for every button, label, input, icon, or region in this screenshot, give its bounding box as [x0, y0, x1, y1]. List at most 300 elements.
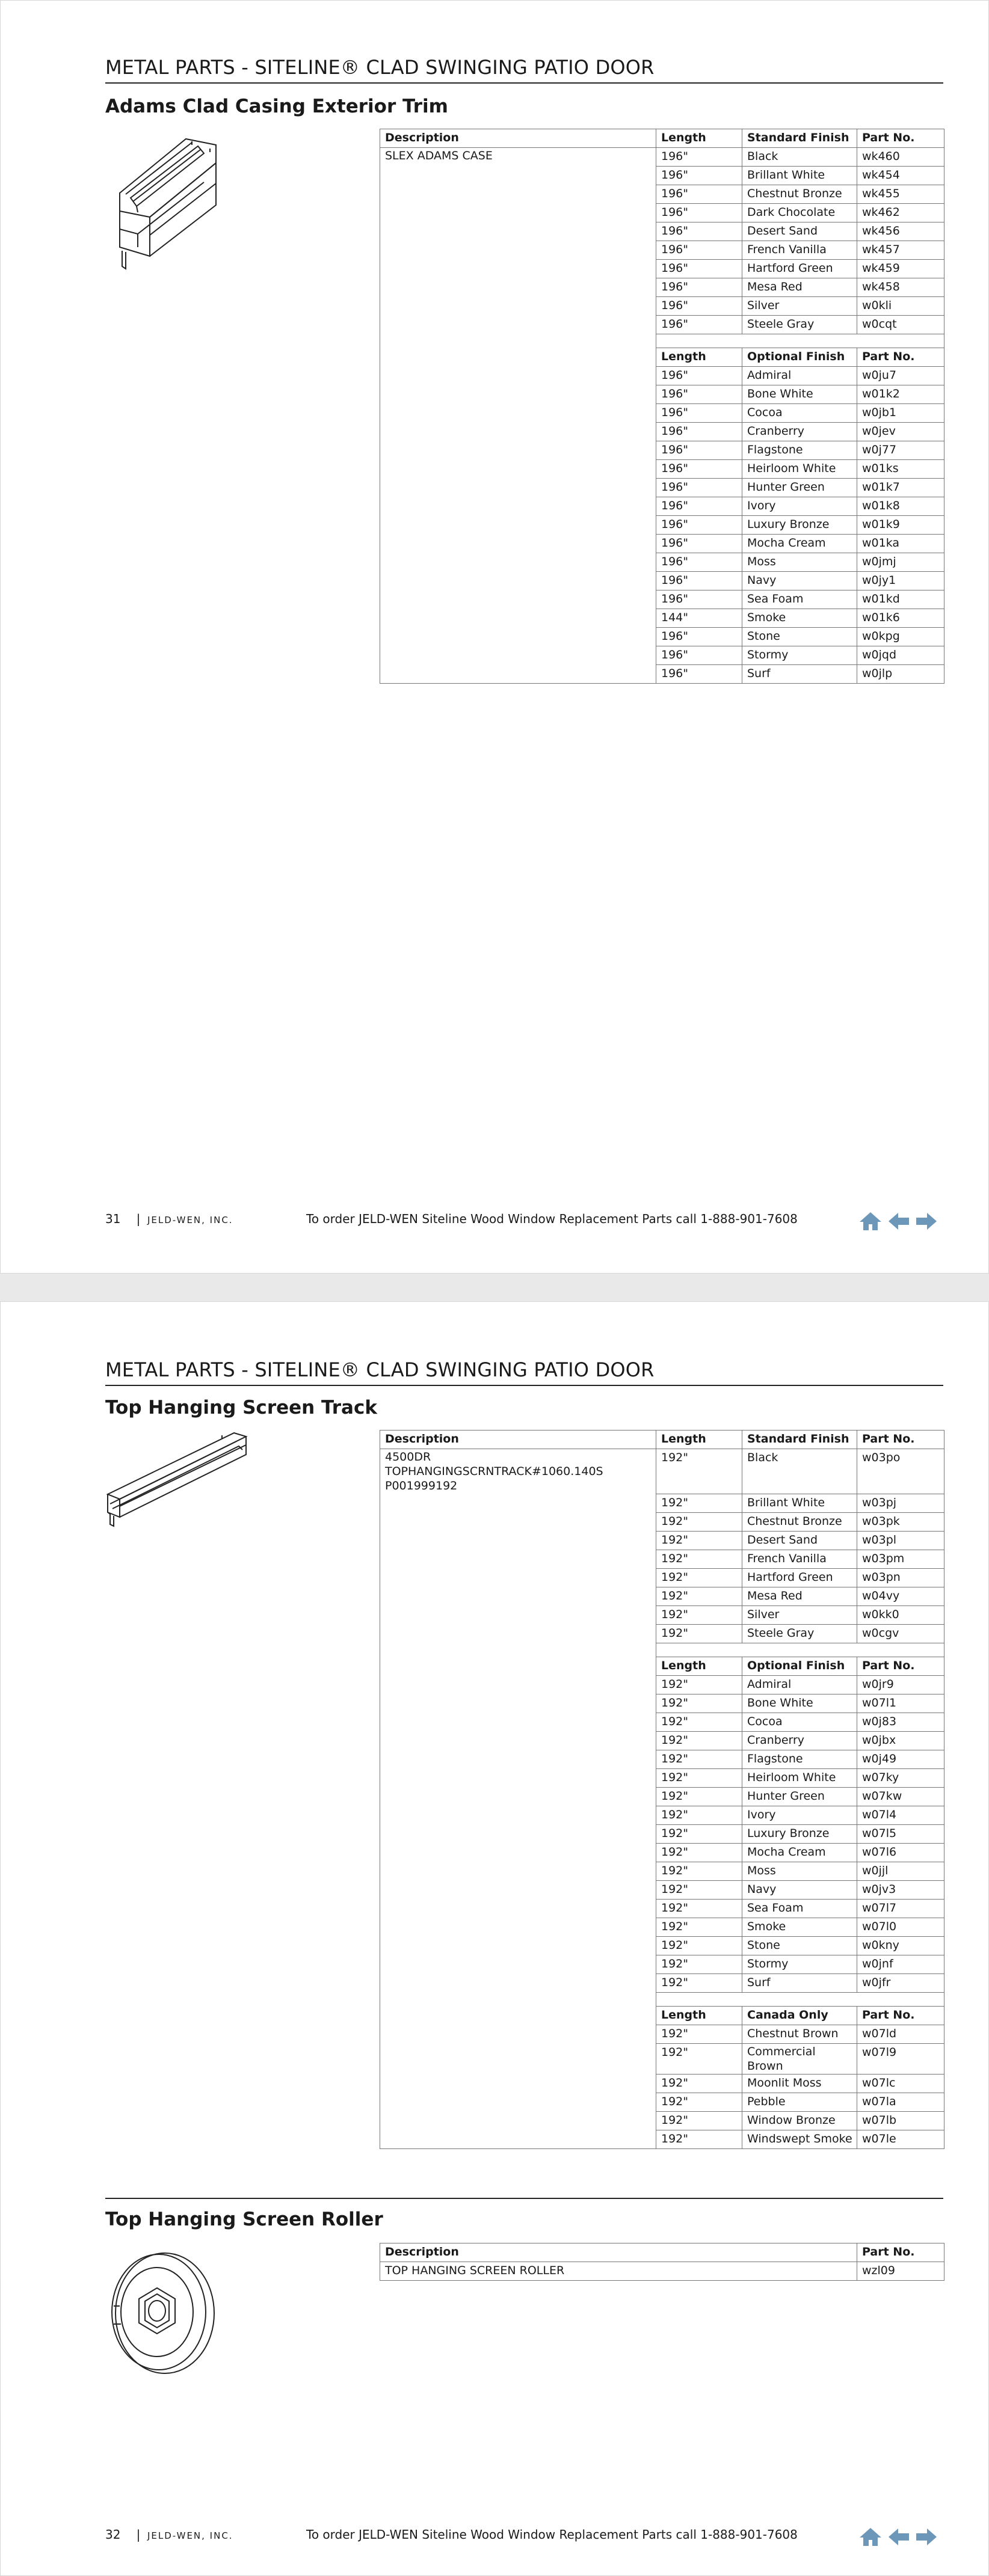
length-cell: 192" [656, 1973, 742, 1992]
finish-cell: Steele Gray [742, 316, 857, 334]
part-no-cell: w03pm [857, 1550, 944, 1568]
finish-cell: Hartford Green [742, 1568, 857, 1587]
description-blank [380, 460, 656, 479]
description-blank [380, 297, 656, 316]
finish-cell: Bone White [742, 1694, 857, 1713]
finish-cell: Cranberry [742, 1731, 857, 1750]
finish-cell: Silver [742, 1605, 857, 1624]
order-info: To order JELD-WEN Siteline Wood Window Replacement Parts call 1-888-901-7608 [306, 2527, 798, 2542]
description-blank [380, 590, 656, 609]
length-cell: 192" [656, 1512, 742, 1531]
table-header-row [380, 129, 944, 148]
length-cell: 196" [656, 167, 742, 185]
finish-cell: Black [742, 148, 857, 167]
description-blank [380, 1512, 656, 1531]
description-blank [380, 1862, 656, 1880]
finish-cell: Mocha Cream [742, 1843, 857, 1862]
length-cell: 196" [656, 241, 742, 260]
description-header: Description [380, 2243, 857, 2262]
finish-cell: Heirloom White [742, 460, 857, 479]
finish-cell: Cocoa [742, 404, 857, 423]
finish-cell: Chestnut Brown [742, 2025, 857, 2043]
finish-cell: Stone [742, 1936, 857, 1955]
table-row [380, 1750, 944, 1768]
length-cell: 196" [656, 479, 742, 497]
table-subheader-row [380, 348, 944, 367]
table-row [380, 2074, 944, 2093]
length-cell: 144" [656, 609, 742, 628]
description-blank [380, 2074, 656, 2093]
part-no-cell: w07ld [857, 2025, 944, 2043]
finish-header: Standard Finish [742, 1431, 857, 1449]
description-blank [380, 423, 656, 441]
finish-cell: Brillant White [742, 1494, 857, 1512]
description-blank [380, 1843, 656, 1862]
table-row [380, 1568, 944, 1587]
table-header-row [380, 2243, 944, 2262]
description-blank [380, 2025, 656, 2043]
part-no-cell: w03pl [857, 1531, 944, 1550]
part-no-cell: wk458 [857, 278, 944, 297]
length-cell: 192" [656, 1694, 742, 1713]
description-blank [380, 367, 656, 385]
finish-cell: Ivory [742, 497, 857, 516]
table-row [380, 1531, 944, 1550]
finish-cell: Chestnut Bronze [742, 185, 857, 204]
part-no-cell: w0j49 [857, 1750, 944, 1768]
finish-cell: Hunter Green [742, 479, 857, 497]
length-cell: 192" [656, 1862, 742, 1880]
table-row [380, 1936, 944, 1955]
company-name: JELD-WEN, INC. [147, 1215, 233, 1225]
length-cell: 192" [656, 1675, 742, 1694]
part-no-cell: w03pj [857, 1494, 944, 1512]
table-row [380, 572, 944, 590]
table-row [380, 628, 944, 646]
description-blank [380, 2093, 656, 2111]
description-blank [380, 204, 656, 222]
table-row [380, 1713, 944, 1731]
finish-cell: Mocha Cream [742, 535, 857, 553]
roller-part-no: wzl09 [857, 2262, 944, 2281]
parts-table [380, 129, 944, 684]
part-no-cell: w07l6 [857, 1843, 944, 1862]
description-blank [380, 1531, 656, 1550]
description-blank [380, 1675, 656, 1694]
part-no-cell: w07lb [857, 2111, 944, 2130]
finish-cell: Stormy [742, 646, 857, 665]
part-no-cell: wk460 [857, 148, 944, 167]
roller-description: TOP HANGING SCREEN ROLLER [380, 2262, 857, 2281]
table-row [380, 1824, 944, 1843]
description-blank [380, 1624, 656, 1643]
table-row [380, 1512, 944, 1531]
table-row [380, 2043, 944, 2074]
finish-cell: Luxury Bronze [742, 516, 857, 535]
length-cell: 196" [656, 278, 742, 297]
length-cell: 196" [656, 590, 742, 609]
table-row [380, 185, 944, 204]
part-description: 4500DR TOPHANGINGSCRNTRACK#1060.140S P001999192 [380, 1449, 656, 1494]
description-blank [380, 2111, 656, 2130]
spacer-cell [656, 1992, 944, 2006]
finish-cell: Cranberry [742, 423, 857, 441]
home-icon[interactable] [858, 1211, 883, 1231]
description-blank [380, 646, 656, 665]
finish-cell: Chestnut Bronze [742, 1512, 857, 1531]
part-no-cell: w0jbx [857, 1731, 944, 1750]
table-row [380, 1880, 944, 1899]
catalog-page-32 [0, 1301, 989, 2576]
part-no-header: Part No. [857, 1657, 944, 1675]
length-cell: 192" [656, 1787, 742, 1806]
length-cell: 196" [656, 316, 742, 334]
section-title: Top Hanging Screen Track [105, 1397, 377, 1418]
finish-cell: Window Bronze [742, 2111, 857, 2130]
part-no-cell: w0jqd [857, 646, 944, 665]
length-cell: 192" [656, 1550, 742, 1568]
spacer-cell [380, 1992, 656, 2006]
finish-cell: Sea Foam [742, 1899, 857, 1918]
table-row [380, 2262, 944, 2281]
spacer-row [380, 1643, 944, 1657]
table-row [380, 1605, 944, 1624]
part-no-cell: wk455 [857, 185, 944, 204]
description-blank [380, 241, 656, 260]
table-row [380, 609, 944, 628]
catalog-page-31 [0, 0, 989, 1274]
finish-cell: Flagstone [742, 1750, 857, 1768]
length-cell: 196" [656, 553, 742, 572]
description-blank [380, 260, 656, 278]
table-row [380, 1806, 944, 1824]
finish-cell: Stone [742, 628, 857, 646]
length-cell: 192" [656, 2074, 742, 2093]
part-no-cell: w0jev [857, 423, 944, 441]
finish-cell: Surf [742, 665, 857, 684]
length-cell: 196" [656, 404, 742, 423]
table-row [380, 1449, 944, 1494]
description-blank [380, 497, 656, 516]
table-row [380, 1675, 944, 1694]
table-header-row [380, 1431, 944, 1449]
table-subheader-row [380, 2006, 944, 2025]
page-footer [105, 1212, 798, 1226]
spacer-row [380, 1992, 944, 2006]
length-header: Length [656, 129, 742, 148]
screen-roller-image [102, 2246, 222, 2387]
length-cell: 196" [656, 260, 742, 278]
table-row [380, 367, 944, 385]
arrow-left-icon[interactable] [887, 1211, 910, 1231]
finish-cell: Desert Sand [742, 222, 857, 241]
table-row [380, 167, 944, 185]
page-header: METAL PARTS - SITELINE® CLAD SWINGING PATIO DOOR [105, 1358, 943, 1386]
part-no-cell: w07l4 [857, 1806, 944, 1824]
finish-cell: Heirloom White [742, 1768, 857, 1787]
part-description: SLEX ADAMS CASE [380, 148, 656, 167]
table-row [380, 222, 944, 241]
length-cell: 196" [656, 572, 742, 590]
finish-cell: Navy [742, 1880, 857, 1899]
length-cell: 196" [656, 185, 742, 204]
part-no-cell: w03po [857, 1449, 944, 1494]
table-row [380, 241, 944, 260]
part-no-cell: w07lc [857, 2074, 944, 2093]
part-no-cell: w0jfr [857, 1973, 944, 1992]
table-row [380, 1787, 944, 1806]
table-row [380, 497, 944, 516]
part-no-cell: w01k6 [857, 609, 944, 628]
table-row [380, 278, 944, 297]
length-header: Length [656, 348, 742, 367]
arrow-left-icon[interactable] [887, 2527, 910, 2547]
part-no-header: Part No. [857, 2243, 944, 2262]
part-no-cell: w03pn [857, 1568, 944, 1587]
part-no-cell: w0cgv [857, 1624, 944, 1643]
part-no-header: Part No. [857, 2006, 944, 2025]
table-row [380, 316, 944, 334]
finish-cell: Hartford Green [742, 260, 857, 278]
finish-cell: Sea Foam [742, 590, 857, 609]
length-cell: 192" [656, 1449, 742, 1494]
length-cell: 192" [656, 1750, 742, 1768]
description-blank [380, 167, 656, 185]
part-no-cell: w0jnf [857, 1955, 944, 1973]
finish-cell: Steele Gray [742, 1624, 857, 1643]
section-title-roller: Top Hanging Screen Roller [105, 2209, 383, 2230]
description-blank [380, 1731, 656, 1750]
part-no-cell: w0j83 [857, 1713, 944, 1731]
description-blank [380, 1880, 656, 1899]
length-cell: 196" [656, 535, 742, 553]
finish-cell: Ivory [742, 1806, 857, 1824]
length-cell: 196" [656, 423, 742, 441]
finish-cell: Mesa Red [742, 1587, 857, 1605]
section-divider [105, 2198, 943, 2199]
part-no-cell: w0jlp [857, 665, 944, 684]
description-blank [380, 628, 656, 646]
part-no-cell: w01k8 [857, 497, 944, 516]
length-cell: 192" [656, 1731, 742, 1750]
part-no-cell: w01k2 [857, 385, 944, 404]
part-no-cell: w07le [857, 2130, 944, 2148]
length-cell: 196" [656, 441, 742, 460]
finish-cell: Smoke [742, 1918, 857, 1936]
spacer-cell [380, 1643, 656, 1657]
length-cell: 196" [656, 204, 742, 222]
finish-cell: French Vanilla [742, 1550, 857, 1568]
length-cell: 192" [656, 1918, 742, 1936]
part-no-cell: w0jb1 [857, 404, 944, 423]
part-no-cell: w0jv3 [857, 1880, 944, 1899]
table-row [380, 1587, 944, 1605]
length-cell: 192" [656, 2111, 742, 2130]
length-cell: 192" [656, 1936, 742, 1955]
finish-cell: Black [742, 1449, 857, 1494]
finish-cell: Brillant White [742, 167, 857, 185]
description-blank [380, 316, 656, 334]
table-row [380, 479, 944, 497]
roller-table [380, 2243, 944, 2281]
description-blank [380, 185, 656, 204]
length-cell: 196" [656, 385, 742, 404]
description-blank [380, 572, 656, 590]
finish-cell: Windswept Smoke [742, 2130, 857, 2148]
part-no-cell: w0kny [857, 1936, 944, 1955]
length-cell: 192" [656, 2093, 742, 2111]
table-row [380, 148, 944, 167]
part-no-cell: w07l5 [857, 1824, 944, 1843]
length-cell: 192" [656, 1806, 742, 1824]
table-row [380, 516, 944, 535]
description-blank [380, 1899, 656, 1918]
description-blank [380, 348, 656, 367]
length-cell: 192" [656, 1955, 742, 1973]
part-no-cell: w0kli [857, 297, 944, 316]
part-no-cell: w04vy [857, 1587, 944, 1605]
description-blank [380, 278, 656, 297]
home-icon[interactable] [858, 2527, 883, 2547]
length-header: Length [656, 2006, 742, 2025]
part-no-cell: w0kk0 [857, 1605, 944, 1624]
table-row [380, 404, 944, 423]
finish-cell: Desert Sand [742, 1531, 857, 1550]
arrow-right-icon[interactable] [915, 1211, 938, 1231]
part-no-cell: w0jjl [857, 1862, 944, 1880]
part-no-cell: w0ju7 [857, 367, 944, 385]
footer-separator: | [136, 1212, 141, 1226]
part-no-cell: w07la [857, 2093, 944, 2111]
length-cell: 196" [656, 628, 742, 646]
casing-trim-image [102, 127, 228, 274]
spacer-cell [656, 334, 944, 348]
part-no-header: Part No. [857, 348, 944, 367]
part-no-cell: w07kw [857, 1787, 944, 1806]
table-row [380, 1550, 944, 1568]
part-no-cell: w07ky [857, 1768, 944, 1787]
finish-cell: Pebble [742, 2093, 857, 2111]
table-row [380, 1731, 944, 1750]
part-no-cell: w07l1 [857, 1694, 944, 1713]
table-row [380, 1862, 944, 1880]
length-cell: 192" [656, 1605, 742, 1624]
table-row [380, 2111, 944, 2130]
finish-header: Standard Finish [742, 129, 857, 148]
description-blank [380, 2130, 656, 2148]
page-number: 32 [105, 2527, 121, 2542]
length-cell: 196" [656, 297, 742, 316]
description-blank [380, 1787, 656, 1806]
length-cell: 196" [656, 497, 742, 516]
part-no-cell: w0j77 [857, 441, 944, 460]
finish-cell: Dark Chocolate [742, 204, 857, 222]
description-blank [380, 2043, 656, 2074]
description-blank [380, 1973, 656, 1992]
spacer-cell [380, 334, 656, 348]
description-blank [380, 1918, 656, 1936]
page-footer [105, 2527, 798, 2542]
spacer-cell [656, 1643, 944, 1657]
part-no-cell: wk454 [857, 167, 944, 185]
table-row [380, 2025, 944, 2043]
finish-cell: Flagstone [742, 441, 857, 460]
part-no-cell: w07l9 [857, 2043, 944, 2074]
part-no-header: Part No. [857, 129, 944, 148]
length-cell: 192" [656, 1531, 742, 1550]
table-subheader-row [380, 1657, 944, 1675]
page-number: 31 [105, 1212, 121, 1226]
table-row [380, 665, 944, 684]
description-blank [380, 1824, 656, 1843]
part-no-cell: w0jy1 [857, 572, 944, 590]
part-no-cell: wk459 [857, 260, 944, 278]
length-header: Length [656, 1431, 742, 1449]
part-no-cell: wk462 [857, 204, 944, 222]
table-row [380, 297, 944, 316]
table-row [380, 1694, 944, 1713]
description-blank [380, 479, 656, 497]
table-row [380, 2130, 944, 2148]
part-no-cell: w03pk [857, 1512, 944, 1531]
finish-cell: Luxury Bronze [742, 1824, 857, 1843]
description-blank [380, 1806, 656, 1824]
table-row [380, 385, 944, 404]
length-cell: 192" [656, 1824, 742, 1843]
finish-header: Canada Only [742, 2006, 857, 2025]
arrow-right-icon[interactable] [915, 2527, 938, 2547]
finish-cell: Smoke [742, 609, 857, 628]
part-no-cell: w0kpg [857, 628, 944, 646]
description-blank [380, 553, 656, 572]
section-title: Adams Clad Casing Exterior Trim [105, 96, 448, 117]
length-cell: 196" [656, 665, 742, 684]
finish-cell: Moss [742, 553, 857, 572]
table-row [380, 553, 944, 572]
finish-header: Optional Finish [742, 1657, 857, 1675]
description-blank [380, 1494, 656, 1512]
description-blank [380, 385, 656, 404]
finish-cell: Admiral [742, 367, 857, 385]
part-no-cell: w0jr9 [857, 1675, 944, 1694]
table-row [380, 260, 944, 278]
finish-cell: Silver [742, 297, 857, 316]
part-no-cell: w01ks [857, 460, 944, 479]
description-blank [380, 1550, 656, 1568]
finish-cell: Mesa Red [742, 278, 857, 297]
description-blank [380, 1605, 656, 1624]
finish-cell: Surf [742, 1973, 857, 1992]
table-row [380, 646, 944, 665]
description-blank [380, 609, 656, 628]
part-no-cell: w07l7 [857, 1899, 944, 1918]
length-cell: 192" [656, 1587, 742, 1605]
footer-separator: | [136, 2527, 141, 2542]
description-header: Description [380, 129, 656, 148]
table-row [380, 1768, 944, 1787]
table-row [380, 441, 944, 460]
part-no-cell: w01kd [857, 590, 944, 609]
length-cell: 192" [656, 1624, 742, 1643]
description-blank [380, 222, 656, 241]
table-row [380, 1494, 944, 1512]
description-blank [380, 1713, 656, 1731]
part-no-cell: wk456 [857, 222, 944, 241]
description-blank [380, 1750, 656, 1768]
spacer-row [380, 334, 944, 348]
length-cell: 196" [656, 367, 742, 385]
finish-cell: Hunter Green [742, 1787, 857, 1806]
